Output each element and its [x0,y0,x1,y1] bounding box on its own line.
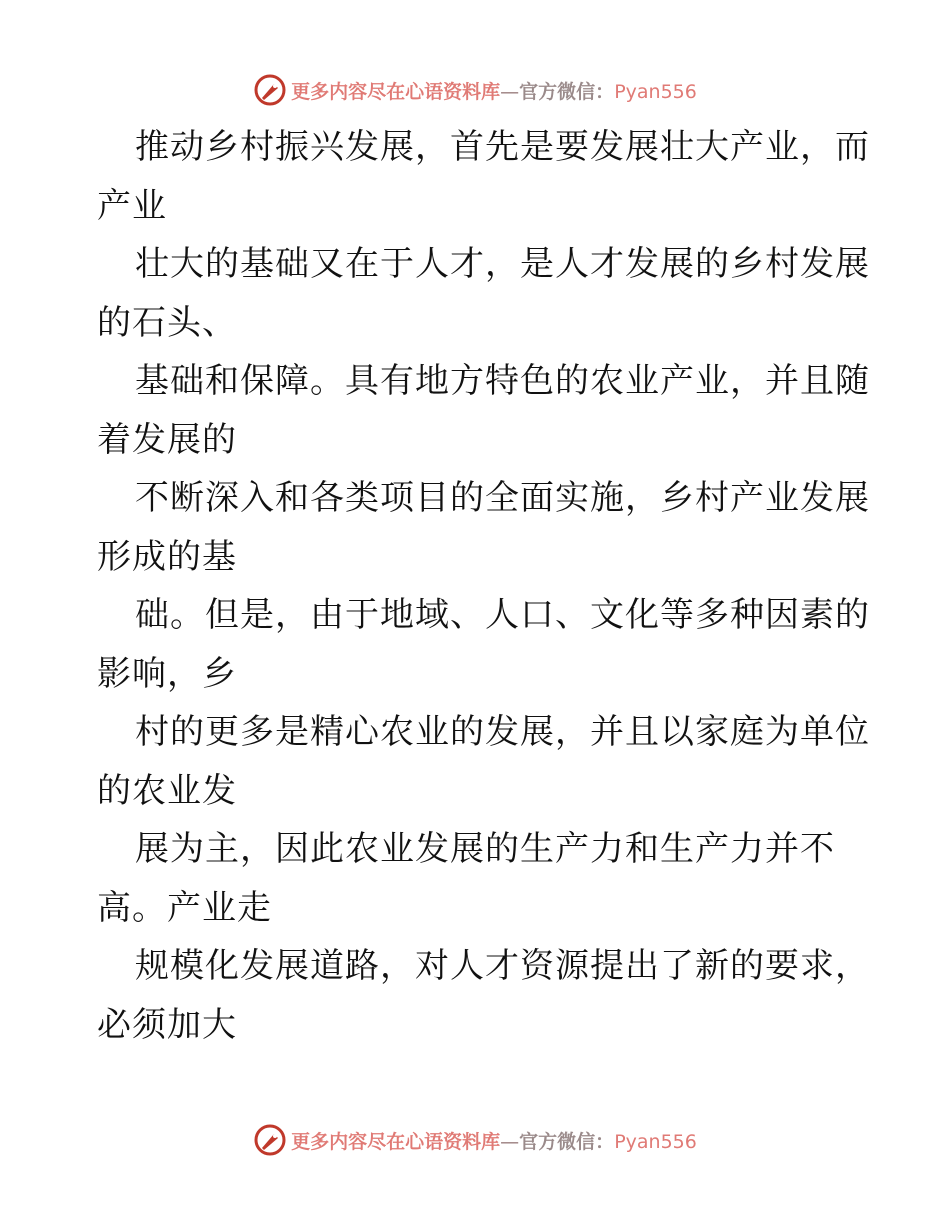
body-line: 村的更多是精心农业的发展，并且以家庭为单位 [135,712,870,752]
page-header-banner [0,70,950,110]
page-footer-banner [0,1120,950,1160]
body-line: 高。产业走 [97,887,272,928]
header-dash: — [500,80,520,103]
body-line: 础。但是，由于地域、人口、文化等多种因素的 [135,595,870,635]
header-wechat-label: 官方微信： [519,80,615,103]
footer-brand-text [291,1127,697,1154]
body-line: 的农业发 [97,770,237,811]
document-body [97,118,870,1054]
body-line: 产业 [97,185,167,226]
body-line: 展为主，因此农业发展的生产力和生产力并不 [135,829,835,869]
pen-nib-logo-icon [253,73,287,107]
body-line: 推动乡村振兴发展，首先是要发展壮大产业，而 [135,127,870,167]
header-site-name: 更多内容尽在心语资料库 [291,80,501,103]
body-line: 不断深入和各类项目的全面实施，乡村产业发展 [135,478,870,518]
body-line: 基础和保障。具有地方特色的农业产业，并且随 [135,361,870,401]
pen-nib-logo-icon [253,1123,287,1157]
body-line: 规模化发展道路，对人才资源提出了新的要求， [135,946,870,986]
body-line: 形成的基 [97,536,237,577]
body-line: 必须加大 [97,1004,237,1045]
body-line: 影响，乡 [97,653,237,694]
footer-wechat-id: Pyan556 [614,1130,697,1153]
header-brand-text [291,77,697,104]
body-line: 着发展的 [97,419,237,460]
footer-dash: — [500,1130,520,1153]
body-line: 壮大的基础又在于人才，是人才发展的乡村发展 [135,244,870,284]
footer-site-name: 更多内容尽在心语资料库 [291,1130,501,1153]
header-wechat-id: Pyan556 [614,80,697,103]
footer-wechat-label: 官方微信： [519,1130,615,1153]
body-line: 的石头、 [97,302,237,343]
